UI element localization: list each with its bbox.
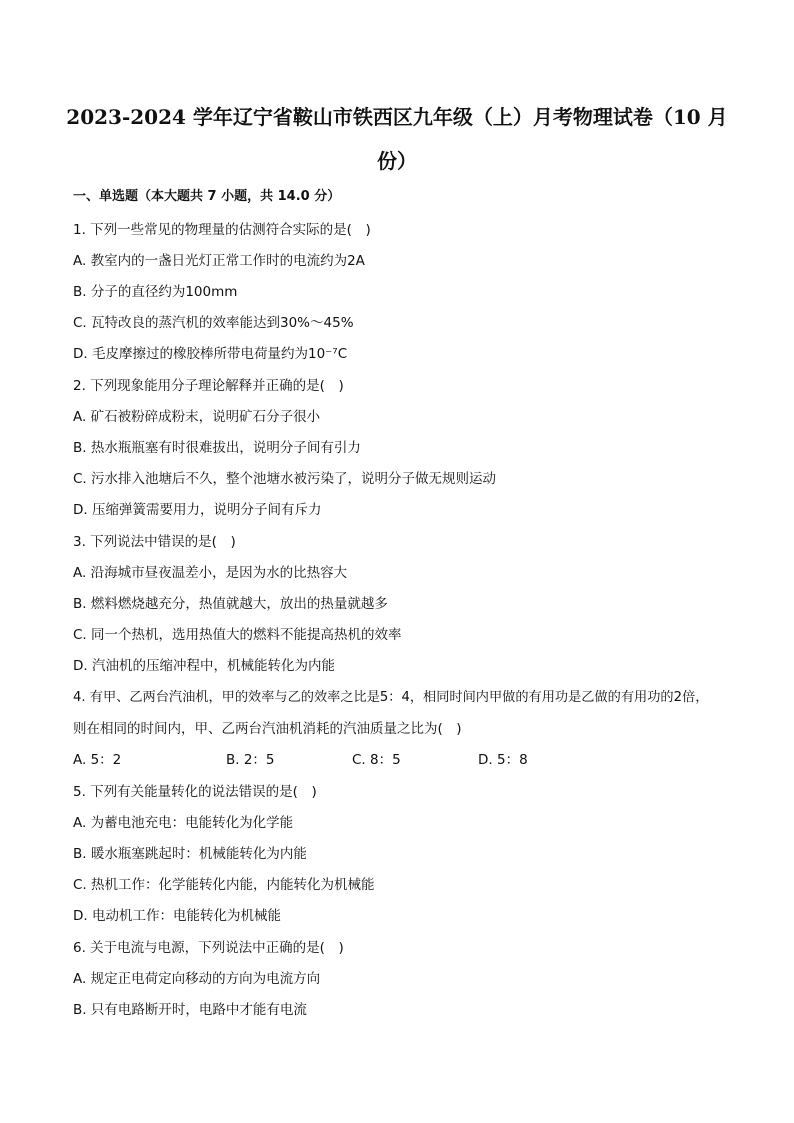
question-4-stem-line-2: 则在相同的时间内，甲、乙两台汽油机消耗的汽油质量之比为( ) xyxy=(73,721,462,737)
question-3-option-a: A. 沿海城市昼夜温差小，是因为水的比热容大 xyxy=(73,565,348,581)
question-2-option-a: A. 矿石被粉碎成粉末，说明矿石分子很小 xyxy=(73,409,321,425)
question-5-stem: 5. 下列有关能量转化的说法错误的是( ) xyxy=(73,784,317,800)
section-heading: 一、单选题（本大题共 7 小题，共 14.0 分） xyxy=(73,189,341,204)
question-5-option-d: D. 电动机工作：电能转化为机械能 xyxy=(73,908,281,924)
exam-title-line-2: 份） xyxy=(377,149,417,173)
question-4-stem-line-1: 4. 有甲、乙两台汽油机，甲的效率与乙的效率之比是5：4，相同时间内甲做的有用功是乙做的有用功的2倍， xyxy=(73,690,709,705)
question-3-option-b: B. 燃料燃烧越充分，热值就越大，放出的热量就越多 xyxy=(73,596,388,612)
question-1-option-c: C. 瓦特改良的蒸汽机的效率能达到30%～45% xyxy=(73,315,354,331)
question-6-option-b: B. 只有电路断开时，电路中才能有电流 xyxy=(73,1002,307,1018)
question-2-stem: 2. 下列现象能用分子理论解释并正确的是( ) xyxy=(73,378,344,394)
question-4-option-b: B. 2：5 xyxy=(226,752,275,768)
question-3-option-d: D. 汽油机的压缩冲程中，机械能转化为内能 xyxy=(73,658,335,674)
question-5-option-c: C. 热机工作：化学能转化内能，内能转化为机械能 xyxy=(73,877,375,893)
question-3-stem: 3. 下列说法中错误的是( ) xyxy=(73,534,236,550)
question-6-option-a: A. 规定正电荷定向移动的方向为电流方向 xyxy=(73,971,321,987)
question-4-option-d: D. 5：8 xyxy=(478,752,528,768)
exam-title-line-1: 2023-2024 学年辽宁省鞍山市铁西区九年级（上）月考物理试卷（10 月 xyxy=(66,105,728,129)
question-6-stem: 6. 关于电流与电源，下列说法中正确的是( ) xyxy=(73,940,344,956)
question-1-option-d: D. 毛皮摩擦过的橡胶棒所带电荷量约为10⁻⁷C xyxy=(73,346,348,362)
question-1-stem: 1. 下列一些常见的物理量的估测符合实际的是( ) xyxy=(73,222,371,238)
question-2-option-c: C. 污水排入池塘后不久，整个池塘水被污染了，说明分子做无规则运动 xyxy=(73,471,497,487)
question-2-option-d: D. 压缩弹簧需要用力，说明分子间有斥力 xyxy=(73,502,322,518)
question-3-option-c: C. 同一个热机，选用热值大的燃料不能提高热机的效率 xyxy=(73,627,402,643)
question-2-option-b: B. 热水瓶瓶塞有时很难拔出，说明分子间有引力 xyxy=(73,440,361,456)
question-5-option-a: A. 为蓄电池充电：电能转化为化学能 xyxy=(73,815,294,831)
question-5-option-b: B. 暖水瓶塞跳起时：机械能转化为内能 xyxy=(73,846,307,862)
question-4-option-a: A. 5：2 xyxy=(73,752,122,768)
question-1-option-a: A. 教室内的一盏日光灯正常工作时的电流约为2A xyxy=(73,253,365,269)
question-1-option-b: B. 分子的直径约为100mm xyxy=(73,284,238,300)
question-4-option-c: C. 8：5 xyxy=(352,752,401,768)
